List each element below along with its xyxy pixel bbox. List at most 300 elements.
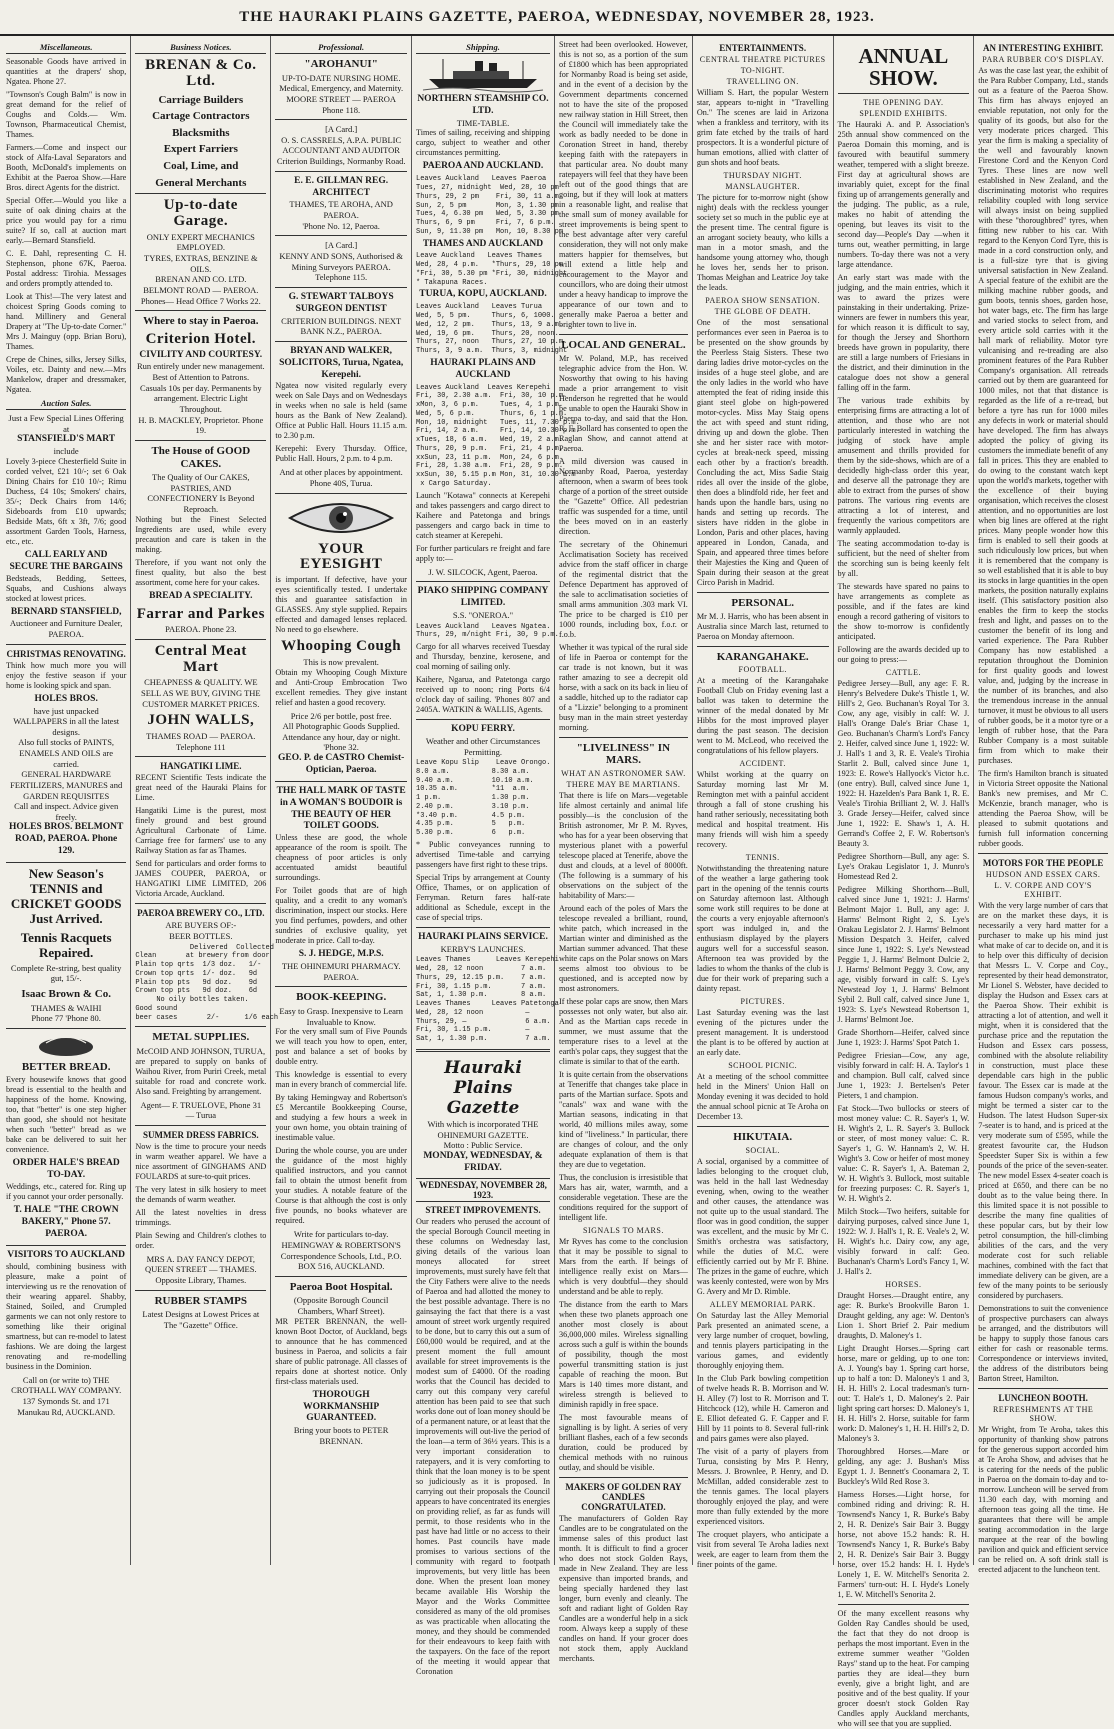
ad-text: Call on (or write to) THE CROTHALL WAY COMPANY. 137 Symonds St. and 171 Manukau Rd, AUCKLAND. [11, 1374, 122, 1417]
ad-text: Times of sailing, receiving and shipping cargo, subject to weather and other circumstances permitting. [416, 128, 550, 158]
ad-text: BREAD A SPECIALITY. [149, 590, 253, 601]
article-text: Whilst working at the quarry on Saturday morning last Mr M. Remington met with a painful accident through a fall of stone crushing his hand rather seriously, necessitating both medical and hospital treatment. His many friends will wish him a speedy recovery. [696, 770, 829, 850]
ad-text: TIME-TABLE. [456, 117, 510, 128]
divider [416, 1049, 550, 1052]
ad-text: Medical, Emergency, and Maternity. [279, 83, 404, 94]
ad-text: Complete Re-string, best quality gut, 15/-. [10, 962, 122, 984]
article-subheading: SPLENDID EXHIBITS. [859, 109, 948, 119]
article-text: Mr Ryves has come to the conclusion that it may be possible to signal to Mars from the earth. If beings of intelligence really exist on Mars—which is very doubtful—they should understand and be able to reply. [559, 1236, 688, 1296]
ad-heading: THE HALL MARK OF TASTE in A WOMAN'S BOUDOIR is THE BEAUTY OF HER TOILET GOODS. [276, 785, 406, 832]
masthead-title: THE HAURAKI PLAINS GAZETTE, PAEROA, WEDNESDAY, NOVEMBER 28, 1923. [239, 8, 875, 25]
column-entertainments [693, 36, 834, 1569]
ad-heading: Tennis Racquets Repaired. [20, 929, 112, 960]
ad-text: HEMINGWAY & ROBERTSON'S Correspondence Schools, Ltd., P.O. BOX 516, AUCKLAND. [280, 1239, 402, 1272]
ad-text: This is now prevalent. [303, 656, 379, 667]
article-text: The croquet players, who anticipate a visit from several Te Aroha ladies next week, are eager to learn from them the finer points of the game. [696, 1529, 829, 1569]
ad-text: have just unpacked WALLPAPERS in all the latest designs. [13, 705, 120, 737]
section-heading: Professional. [275, 42, 407, 54]
ad-heading: New Season's TENNIS and CRICKET GOODS Just Arrived. [10, 866, 122, 926]
ad-heading: Farrar and Parkes [136, 605, 265, 622]
ad-text: Lovely 3-piece Chesterfield Suite in corded velvet, £21 10/-; set 6 Oak Dining Chairs for £10 10/-; Rimu Duchess, £4 10s; Smokers' chairs, 35/-; Deck Chairs from 14/6; Sideboards from £10 upwards; Bedside Mats, 6ft x 3ft, 7/6; good assortment Garden Tools, Harness, etc., etc. [6, 456, 127, 546]
editorial-date: WEDNESDAY, NOVEMBER 28, 1923. [416, 1178, 550, 1202]
timetable-heading: HAURAKI PLAINS AND AUCKLAND [430, 357, 536, 380]
timetable: Leaves Thames Leaves Kerepehi Wed, 28, 12 noon 7 a.m. Thurs, 29, 12.15 p.m. 7 a.m. Fri, 30, 1.15 p.m. 7 a.m. Sat, 1, 1.30 p.m. 8 a.m. Leaves Thames Leaves Patetonga Wed, 28, 12 noon — Thurs, 29, — 6 a.m. Fri, 30, 1.15 p.m. — Sat, 1, 1.30 p.m. 7 a.m. [416, 956, 559, 1044]
ad-text: Also full stocks of PAINTS, ENAMELS AND OILS are carried. [18, 737, 115, 769]
article-heading: ENTERTAINMENTS. [719, 43, 807, 53]
editorial-title: STREET IMPROVEMENTS. [425, 1204, 541, 1215]
ad-text: Now is the time to procure your needs in warm weather apparel. We have a nice assortment of GINGHAMS AND FOULARDS at sure-to-quit prices. [135, 1141, 267, 1181]
ad-text: Ngatea now visited regularly every week on Sale Days and on Wednesdays in weeks when no sale is held (same hours as the Bank of New Zealand). Office at Public Hall. Hours 11.15 a.m. to 2.30 p.m. [275, 381, 407, 441]
article-text: Demonstrations to suit the convenience of prospective purchasers can always be arranged, and the distributors will be happy to supply those fanous cars either for cash or reasonable terms. Correspondence or interviews invited, the address of the distributors being Barton Street, Hamilton. [978, 1304, 1109, 1383]
article-text: Pedigree Shorthorn—Bull, any age: S. Lye's Orakau Legislator 1, J. Munro's Homestead Red 2. [837, 852, 970, 882]
timetable: Leaves Auckland Leaves Paeroa Tues, 27, midnight Wed, 28, 10 pm Thurs, 29, 2 pm Fri, 30, 11 a.m. Sun, 2, 5 pm Mon, 3, 1.30 pm Tues, 4, 6.30 pm Wed, 5, 3.30 pm Thurs, 6, 9 pm Fri, 7, 6 p.m. Sun, 9, 11.30 pm Mon, 10, 8.30 pm [416, 175, 564, 236]
ad-text: The Quality of Our CAKES, PASTRIES, AND CONFECTIONERY Is Beyond Reproach. [147, 472, 255, 515]
ad-text: BEER BOTTLES. [169, 930, 233, 941]
divider [275, 1276, 407, 1277]
ad-text: THAMES, TE AROHA, AND PAEROA. [289, 199, 393, 221]
article-subheading: WHAT AN ASTRONOMER SAW. [561, 768, 686, 778]
ad-text: (Opposite Borough Council Chambers, Wharf Street). [293, 1295, 389, 1317]
article-subheading: THE GLOBE OF DEATH. [714, 307, 811, 316]
ad-text: MOORE STREET — PAEROA Phone 118. [286, 93, 397, 115]
ad-text: BRENAN AND CO. LTD. BELMONT ROAD — PAEROA. [143, 274, 259, 295]
ad-text: H. B. MACKLEY, Proprietor. Phone 19. [138, 414, 264, 436]
bread-loaf-icon [36, 1033, 96, 1057]
ad-text: All Photographic Goods Supplied. Attendance any hour, day or night. 'Phone 32. [282, 721, 401, 753]
divider [838, 93, 970, 94]
ad-text: THE OHINEMURI PHARMACY. PAEROA. [281, 961, 401, 982]
ad-heading: The House of GOOD CAKES. [151, 444, 251, 470]
article-heading: AN INTERESTING EXHIBIT. [983, 43, 1104, 53]
ad-text: Auctioneer and Furniture Dealer, PAEROA. [9, 618, 123, 639]
ad-heading: Whooping Cough [281, 638, 402, 655]
ad-heading: RUBBER STAMPS [154, 1294, 248, 1307]
article-heading: "LIVELINESS" IN MARS. [576, 741, 671, 767]
notice: "Townson's Cough Balm" is now in great demand for the relief of Coughs and Colds.— Wm. Townson, Pharmaceutical Chemist, Thames. [6, 90, 127, 139]
divider [275, 119, 407, 120]
ad-text: Therefore, if you want not only the finest quality, but also the best assortment, come here for your cakes. [135, 557, 267, 587]
article-heading: PERSONAL. [731, 597, 795, 609]
divider [275, 287, 407, 288]
article-text: Around each of the poles of Mars the telescope revealed a brilliant, round, white patch, which increased in the Martian winter and diminished as the Martian summer advanced. That these white caps on the Polar snows on Mars seems almost too obvious to be questioned, and is accepted now by most astronomers. [559, 903, 688, 993]
ad-text: MRS A. DAY FANCY DEPOT, QUEEN STREET — THAMES. Opposite Library, Thames. [145, 1253, 257, 1286]
notice: Crepe de Chines, silks, Jersey Silks, Voiles, etc. Dainty and new.—Mrs Mankelow, draper and dressmaker, Ngatea. [6, 355, 127, 394]
column-professional [271, 36, 412, 1565]
article-subheading: THE OPENING DAY. [863, 98, 944, 108]
ad-text: The very latest in silk hosiery to meet the demands of warm weather. [135, 1184, 267, 1204]
column-shipping [412, 36, 580, 1676]
article-text: A mild diversion was caused in Normanby Road, Paeroa, yesterday afternoon, when a swarm of bees took charge of a portion of the street outside the "Gazette" Office. All pedestrian traffic was suspended for a time, until the bees moved on in an easterly direction. [559, 456, 688, 536]
article-subheading: REFRESHMENTS AT THE SHOW. [992, 1405, 1094, 1423]
timetable: Leave Auckland Leaves Thames Wed, 28, 4 p.m. *Thurs, 29, 10 pm *Fri, 30, 5.30 pm *Fri, 30, midnight * Takapuna Races. [416, 252, 568, 287]
ad-heading: Where to stay in Paeroa. [143, 315, 259, 328]
ad-text: Latest Designs at Lowest Prices at The "Gazette" Office. [142, 1309, 260, 1330]
column-miscellaneous [2, 36, 131, 1565]
steamship-icon [423, 57, 543, 91]
divider [978, 853, 1108, 854]
article-heading: MAKERS OF GOLDEN RAY CANDLES CONGRATULATED. [565, 1481, 682, 1512]
ad-text: All the latest novelties in dress trimmings. [135, 1207, 267, 1227]
divider [6, 1028, 126, 1029]
ad-heading: JOHN WALLS, [147, 712, 255, 729]
divider [135, 639, 266, 640]
article-subheading: MANSLAUGHTER. [725, 182, 801, 191]
ad-text: Cargo for all wharves received Tuesday and Thursday, benzine, kerosene, and coal morning of sailing only. [416, 642, 550, 671]
gazette-nameplate: Hauraki Plains Gazette [444, 1057, 522, 1118]
divider [275, 341, 407, 342]
article-text: The Hauraki A. and P. Association's 25th annual show commenced on the Paeroa Domain this morning, and is favoured with beautiful summery weather, tempered with a slight breeze. First day at agricultural shows are invariably quiet, except for the final fixing up of arrangements generally and the judging. The public, as a rule, makes no habit of attending the opening, but leaves its visit to the second day—People's Day —when it turns out, weather permitting, in large numbers. To-day there was not a very large attendance. [837, 120, 970, 270]
divider [275, 781, 407, 782]
ad-heading: Central Meat Mart [154, 642, 247, 675]
article-subheading: TRAVELLING ON. [726, 77, 799, 86]
ad-text: ARE BUYERS OF:- [165, 920, 237, 931]
section-heading: Business Notices. [135, 42, 266, 54]
timetable-heading: TURUA, KOPU, AUCKLAND. [419, 289, 547, 300]
divider [978, 1388, 1108, 1389]
ad-text: O. S. CASSRELS, A.P.A. PUBLIC ACCOUNTANT AND AUDITOR [281, 134, 402, 156]
article-text: In the Club Park bowling competition of twelve heads R. B. Morrison and W. H. Alley (7) lost to R. Morrison and T. Hitchcock (12), while H. Cameron and E. Elliot defeated G. F. Capper and F. Hill by 11 points to 8. Several full-rink and pairs games were also played. [696, 1373, 829, 1443]
ad-text: Special Trips by arrangement at County Office, Thames, or on application of Ferryman. Return fares half-rate additional as Schedule, except in the case of special trips. [416, 872, 550, 922]
ad-heading: CALL EARLY AND SECURE THE BARGAINS [9, 549, 123, 572]
ad-heading: HAURAKI PLAINS SERVICE. [418, 931, 548, 942]
ad-text: CIVILITY AND COURTESY. [139, 349, 263, 360]
ad-heading: HOLES BROS. BELMONT ROAD, PAEROA. Phone 129. [9, 822, 124, 857]
article-text: Grade Shorthorn—Heifer, calved since June 1, 1923: J. Harms' Spot Patch 1. [837, 1028, 970, 1048]
divider [135, 193, 266, 194]
timetable: Leaves Auckland Leaves Ngatea. Thurs, 29, m/night Fri, 30, 9 p.m. [416, 622, 559, 640]
ad-heading: ORDER HALE'S BREAD TO-DAY. [12, 1158, 120, 1181]
ad-heading: STANSFIELD'S MART [17, 434, 116, 445]
ad-text: CRITERION BUILDINGS. NEXT BANK N.Z., PAEROA. [281, 315, 402, 337]
ad-text: Unless these are good, the whole appearance of the room is spoilt. The cheapness of poor articles is only accentuated amidst beautiful surroundings. [275, 833, 407, 883]
ad-text: Run entirely under new management. [136, 361, 265, 372]
divider [6, 644, 126, 645]
divider [697, 592, 829, 593]
ad-text: And at other places by appointment. Phone 40S, Turua. [279, 467, 403, 489]
ad-heading: PAEROA BREWERY CO., LTD. [137, 908, 265, 919]
ad-heading: E. E. GILLMAN REG. ARCHITECT [294, 175, 389, 198]
timetable-heading: PAEROA AND AUCKLAND. [422, 161, 544, 172]
article-text: Of the many excellent reasons why Golden Ray Candles should be used, the fact that they do not droop is perhaps the most important. Even in the extreme summer weather "Golden Rays" stand up to the heat. For camping parties they are ideal—they burn evenly, give a bright light, and are positive and of the best quality. If your grocer doesn't stock Golden Ray Candles apply Auckland merchants, who will see that you are supplied. [837, 1609, 970, 1729]
ad-heading: BRENAN & Co. Ltd. [145, 57, 257, 89]
article-heading: MOTORS FOR THE PEOPLE [982, 858, 1104, 868]
ad-text: CHEAPNESS & QUALITY. WE SELL AS WE BUY, GIVING THE CUSTOMER MARKET PRICES. [140, 677, 261, 709]
article-subheading: SCHOOL PICNIC. [728, 1061, 798, 1071]
ad-heading: YOUR EYESIGHT [299, 540, 383, 573]
column-exhibits [974, 36, 1112, 1574]
ad-text: [A Card.] [325, 124, 358, 135]
ad-heading: NORTHERN STEAMSHIP CO. LTD. [417, 94, 549, 116]
ad-text: is important. If defective, have your eyes scientifically tested. I undertake this and guarantee satisfaction in GLASSES. Any style supplied. Repairs effected and damaged lenses replaced. No need to go elsewhere. [275, 575, 407, 635]
ad-line: General Merchants [155, 176, 247, 189]
ad-text: include [53, 446, 79, 457]
ad-heading: "AROHANUI" [304, 58, 378, 70]
article-heading: ANNUAL SHOW. [858, 44, 949, 91]
ad-heading: GEO. P. de CASTRO Chemist-Optician, Paeroa. [277, 753, 405, 775]
divider [416, 927, 550, 928]
ad-text: Bring your boots to PETER BRENNAN. [293, 1425, 389, 1446]
notice: Seasonable Goods have arrived in quantities at the drapers' shop, Ngatea. Phone 27. [6, 57, 127, 86]
divider [416, 719, 550, 720]
timetable: Leave Kopu Slip Leave Orongo. 8.0 a.m. 8.30 a.m. 9.40 a.m. 10.10 a.m. 10.35 a.m. *11 a.m. 1 p.m. 1.30 p.m. 2.40 p.m. 3.10 p.m. *3.40 p.m. 4.5 p.m. 4.35 p.m. 5 p.m. 5.30 p.m. 6 p.m. [416, 759, 551, 838]
article-text: Whether it was typical of the rural side of life in Paeroa or contempt for the car trade is not known, but it was rather amazing to see a decrepit old horse, with a sack on its back in lieu of a saddle, hitched up to the radiator cap of a "Lizzie" belonging to a prominent busy man in the main street yesterday morning. [559, 642, 688, 732]
divider [135, 756, 266, 757]
notice: Farmers.—Come and inspect our stock of Alfa-Laval Separators and Booth, McDonald's implements on Exhibit at the Paeroa Show.—Hare Bros. direct Agents for the district. [6, 143, 127, 192]
ad-text: Every housewife knows that good bread is essential to the health and happiness of the home. Knowing, too, that "better" is one step higher than good, she should not hesitate when such "better" bread as we bake can be delivered to suit her convenience. [6, 1075, 127, 1155]
article-text: The secretary of the Ohinemuri Acclimatisation Society has received advice from the staff officer in charge of the regimental district that the Defence Department has approved of the sale to acclimatisation societies of small arms ammunition .303 mark VI. The price to be charged is £10 per 1000 rounds, including box, f.o.r. or f.o.b. [559, 539, 688, 639]
ad-text: RECENT Scientific Tests indicate the great need of the Hauraki Plains for Lime. [135, 773, 267, 803]
ad-line: Expert Farriers [163, 143, 238, 156]
article-text: The seating accommodation to-day is sufficient, but the need of shelter from the scorching sun is being keenly felt by all. [837, 539, 970, 579]
notice: Special Offer.—Would you like a suite of oak dining chairs at the price you would pay for a rimu suite? If so, call at auction mart early.—Bernard Stansfield. [6, 196, 127, 245]
article-subheading: PICTURES. [740, 997, 785, 1007]
ad-text: Phones— Head Office 7 Works 22. [140, 295, 261, 306]
article-subheading: HORSES. [885, 1280, 922, 1290]
notice: Look at This!—The very latest and choicest Spring Goods coming to hand. Millinery and General Drapery at "The Up-to-date Corner." Mrs J. Mainguy (opp. Brian Boru), Thames. [6, 292, 127, 351]
ad-text: McCOID AND JOHNSON, TURUA, [136, 1045, 266, 1056]
ad-heading: Up-to-date Garage. [163, 197, 238, 230]
article-text: The firm's Hamilton branch is situated in Victoria Street opposite the National Bank's new premises, and Mr C. McKenzie, branch manager, who is attending the Paeroa Show, will be pleased to submit quotations and furnish full information concerning rubber goods. [978, 769, 1109, 848]
ad-text: MR PETER BRENNAN, the well-known Boot Doctor, of Auckland, begs to announce that he has commenced business in Paeroa, and solicits a fair share of public patronage. All classes of repairs done at shortest notice. Only first-class materials used. [275, 1316, 407, 1386]
ad-text: KERBY'S LAUNCHES. [440, 943, 526, 954]
gazette-motto: Motto : Public Service. [443, 1140, 523, 1151]
ad-text: Obtain my Whooping Cough Mixture and Anti-Croup Embrocation Two excellent remedies. They give instant relief and hasten a good recovery. [275, 667, 407, 707]
article-subheading: L. V. CORPE AND COY'S EXHIBIT. [994, 881, 1092, 899]
ad-heading: Isaac Brown & Co. [21, 987, 111, 1000]
article-text: Following are the awards decided up to our going to press:— [837, 645, 970, 665]
masthead [0, 0, 1114, 36]
article-heading: KARANGAHAKE. [716, 650, 809, 663]
article-subheading: CENTRAL THEATRE PICTURES [699, 55, 826, 64]
divider [135, 1026, 266, 1027]
ad-text: THAMES ROAD — PAEROA. Telephone 111 [146, 731, 256, 752]
article-text: An early start was made with the judging, and the main entries, which it was to award the prizes were painstaking in their undertaking. Prize-winners are fewer in numbers this year, for which reason it is difficult to say, for though the Jersey and Shorthorn breeds have grown in popularity, there are still a large numbers of Friesians in the district, and their diminution in the catalogue does not show a general falling off in the farm. [837, 273, 970, 393]
ad-text: For Toilet goods that are of high quality, and a credit to any woman's discrimination, inspect our stocks. Here you find perfumes, powders, and other sundries of exclusive quality, yet moderate in price. Call to-day. [275, 886, 407, 946]
ad-text: Just a Few Special Lines Offering at [8, 413, 124, 434]
article-subheading: PAEROA SHOW SENSATION. [705, 296, 821, 305]
article-text: Draught Horses.—Draught entire, any age: R. Burke's Brookville Baron 1. Draught gelding, any age: W. Denton's Lion 1. Short Brief 2. Pair medium draughts, D. Maloney's 1. [837, 1291, 970, 1341]
ad-heading: METAL SUPPLIES. [152, 1031, 250, 1044]
article-subheading: PARA RUBBER CO'S DISPLAY. [982, 55, 1104, 64]
ad-heading: HANGATIKI LIME. [160, 761, 242, 772]
ad-text: Criterion Buildings, Normanby Road. [276, 156, 406, 167]
divider [559, 334, 688, 335]
column-grid [2, 36, 1112, 1729]
ad-text: Casuals 10s per day. Permanents by arrangement. Electric Light Throughout. [139, 382, 262, 414]
timetable-heading: THAMES AND AUCKLAND [422, 238, 544, 249]
ad-text: Kerepehi: Every Thursday. Office, Public Hall. Hours, 2 p.m. to 4 p.m. [275, 444, 407, 464]
article-text: The visit of a party of players from Turua, consisting by Mrs P. Henry, Messrs. J. Brownlee, P. Henry, and D. McMillan, added considerable zest to the tennis games. The local players thoroughly enjoyed the play, and were more than fully extended by the more experienced visitors. [696, 1446, 829, 1526]
ad-text: * Public conveyances running to advertised Time-table and carrying passengers have first right to these trips. [416, 839, 550, 869]
divider [135, 440, 266, 441]
ad-heading: KOPU FERRY. [451, 724, 515, 734]
article-text: It is quite certain from the observations at Teneriffe that changes take place in parts of the Martian surface. Spots and "canals" wax and wane with the Martian seasons, indicating in that world, 40 millions miles away, some kind of "liveliness." In particular, there are changes of colour, and the only adequate explanation of them is that they are due to vegetation. [559, 1069, 688, 1169]
ad-line: Coal, Lime, and [163, 160, 239, 173]
article-text: Mr M. J. Harris, who has been absent in Australia since March last, returned to Paeroa on Monday afternoon. [696, 611, 829, 641]
ad-text: 'Phone No. 12, Paeroa. [302, 220, 380, 231]
ad-line: Carriage Builders [158, 93, 244, 106]
article-text: Milch Stock—Two heifers, suitable for dairying purposes, calved since June 1, 1922: W. J. Hall's 1, R. E. Veale's 2, W. H. Wight's h.c. Dairy cow, any age, visibly forward in calf: Geo. Buchanan's Charm's Lord's Fancy 1, W. J. Hall's 2. [837, 1207, 970, 1277]
ad-text: Weather and other Circumstances Permitting. [425, 735, 541, 757]
ad-text: By taking Hemingway and Robertson's £5 Mercantile Bookkeeping Course, and studying a few hours a week in your own home, you obtain training of inestimable value. [275, 1093, 407, 1143]
article-text: With the very large number of cars that are on the market these days, it is necessarily a very hard matter for a purchaser to make up his mind just what make of car to decide on, and it is to help over this difficulty of decision that Messrs L. V. Corpe and Coy., represented by their head demonstrator, Mr Lionel S. Webster, have decided to display the Hudson and Essex cars at the Paeroa Show. Their exhibit is attracting a lot of attention, and well it might, when it is considered that the purchase price and the reputation the Hudson and Essex cars possess, combined with the absolute reliability in construction, must place these dependable cars high in the public favour. The Essex car is made at the famous Hudson company's works, and might be termed a sister car to the Hudson. The latest Hudson Super-six 7-seater is to hand, and is priced at the very moderate sum of £595, while the greatest favourite car, the Hudson Speedster Super Six is within a few pounds of the price of the seven-seater. The new model Essex 4-seater coach is priced at £650, and there can be no doubt as to the value being there. In this limited space it is not possible to describe the many fine qualities of these popular cars, but by their low petrol consumption, the hill-climbing abilities of the cars, and the very moderate cost for such reliable machines, combined with the fact that immediate delivery can be given, are a few of the many points to be seriously considered by purchasers. [978, 901, 1109, 1300]
editorial-text: Our readers who perused the account of the special Borough Council meeting in these columns on Wednesday last, giving details of the various loan moneys allocated for street improvements, must surely have felt that the City Fathers were alive to the needs of Paeroa and had allotted the money to the best possible advantage. There is no gainsaying the fact that there is a vast amount of street work urgently required to be done, but to carry this out a sum of £60,000 would be required, and at the present moment the full amount available for street improvements is the modest sum of £4000. Of the roading works that the Council has decided to carry out this company very careful attention has been paid to see that such works done out of loan money should be of a permanent nature, or at least that the improvements will out-live the period of the loan—a term of 36½ years. This is a very important consideration to ratepayers, and it is very comforting to think that the loan money is to be spent so judiciously as it is proposed. In carrying out their proposals the Council appears to have concentrated its energies on providing relief, as far as funds will permit, to those residents who in the past have had little or no access to their homes. Past councils have made promises to various sections of the community with regard to footpath improvements, but very little has been done. When the present loan money became available His Worship the Mayor and the Works Committee considered as many of the old promises as was practicable when allocating the money, and they should be commended for their endeavours to keep faith with the taxpayers. On the face of the report of the meeting it would appear that Coronation [416, 1216, 550, 1676]
divider [135, 1125, 266, 1126]
article-text: The distance from the earth to Mars when these two planets approach one another most closely is about 36,000,000 miles. Wireless signalling across such a gulf is within the bounds of possibility, though the most powerful transmitting station is just capable of reaching the moon. But Mars is 140 times more distant, and wireless strength is believed to diminish rapidly in free space. [559, 1299, 688, 1409]
divider [6, 1245, 126, 1246]
ad-text: UP-TO-DATE NURSING HOME. [281, 72, 401, 83]
article-subheading: FOOTBALL. [738, 665, 787, 675]
article-subheading: ALLEY MEMORIAL PARK. [709, 1299, 816, 1309]
section-heading: Miscellaneous. [6, 42, 126, 54]
ad-text: For further particulars re freight and fare apply to:— [416, 543, 550, 563]
ad-text: KENNY AND SONS, Authorised & Mining Surveyors PAEROA. Telephone 115. [279, 250, 403, 283]
ad-text: Kaihere, Ngarua, and Patetonga cargo received up to noon; ring Ports 6/4 o'clock day of sailing. 'Phones 807 and 2405A. WATKIN & WALLIS, Agents. [416, 675, 550, 714]
ad-text: Write for particulars to-day. [293, 1229, 389, 1240]
article-subheading: THERE MAY BE MARTIANS. [566, 779, 681, 789]
divider [135, 310, 266, 311]
ad-text: Call and inspect. Advice given freely. [14, 801, 119, 822]
section-heading: Shipping. [416, 42, 550, 54]
article-subheading: SIGNALS TO MARS. [583, 1225, 664, 1235]
divider [697, 646, 829, 647]
divider [135, 1290, 266, 1291]
article-text: If these polar caps are snow, then Mars possesses not only water, but also air. And as the Martian caps recede in summer, we must assume that the temperature rises to a level at the earth's polar caps, they suggest that the climate is similar to that of the earth. [559, 996, 688, 1066]
article-text: Last Saturday evening was the last evening of the pictures under the present management. It is understood the plant is to be offered by auction at an early date. [696, 1008, 829, 1058]
article-text: The stewards have spared no pains to have arrangements as complete as possible, and if the fates are kind enough a record gathering of visitors to the show to-morrow is confidently anticipated. [837, 582, 970, 642]
ad-heading: BERNARD STANSFIELD, [10, 606, 122, 617]
ad-heading: PIAKO SHIPPING COMPANY LIMITED. [417, 586, 549, 608]
ad-heading: BETTER BREAD. [21, 1060, 111, 1073]
divider [135, 903, 266, 904]
article-text: Pedigree Milking Shorthorn—Bull, calved since June 1, 1921: J. Harms' Belmont Major 1. Bull, any age: J. Harms' Belmont Right 2, S. Lye's Orakau Legislator 2. J. Harms' Belmont Mission Despatch 3. Heifer, calved since June 1, 1922: S. Lye's Newstead Peggie 1, J. Harms' Belmont Dulcie 2, J. Harms' Belmont Peggy 3. Cow, any age, visibly forward in calf: S. Lye's Newstead Joy 1, J. Harms' Belmont Sybil 2. Bull calf, calved since June 1, 1923: S. Lye's Newstead Robertson 1, J. Harms' Belmont Joe. [837, 885, 970, 1025]
timetable: Leaves Auckland Leaves Turua Wed, 5, 5 pm. Thurs, 6, 1000. Wed, 12, 2 pm. Thurs, 13, 9 a.m. Wed, 19, 6 pm. Thurs, 20, noon. Thurs, 27, noon Thurs, 27, 10 p.m. Thurs, 3, 9 a.m. Thurs, 3, midnight [416, 303, 568, 355]
divider [697, 1126, 829, 1127]
column-business-notices [131, 36, 279, 1565]
ad-text: For the very small sum of Five Pounds we will teach you how to open, enter, post and balance a set of books by double entry. [275, 1027, 407, 1067]
article-subheading: ACCIDENT. [739, 759, 786, 769]
ad-text: Agent— F. TRUELOVE, Phone 31 — Turua [140, 1099, 262, 1121]
article-text: Light Draught Horses.—Spring cart horse, mare or gelding, up to one ton: A. J. Young's bay 1. Spring cart horse, up to half a ton: D. Maloney's 1 and 3, H. H. Hill's 2. Local tradesman's turn-out: T. Hale's 1, D. Maloney's 2. Pair light spring cart horses: D. Maloney's 1, H. H. Hill's 2. Horse, suitable for farm work: D. Maloney's 1, H. H. Hill's 2, D. Maloney's 3. [837, 1344, 970, 1444]
article-text: That there is life on Mars—vegetable life almost certainly and animal life possibly—is the conclusion of the British astronomer, Mr P. M. Ryves, who has for a year been observing that mysterious planet with a powerful telescope placed at Tenerife, above the dust and clouds, at a level of 8000ft. (The following is a summary of his observations on the subject of the habitability of Mars:— [559, 790, 688, 900]
article-text: Thoroughbred Horses.—Mare or gelding, any age: J. Bushan's Miss Egypt 1. J. Bennett's Coonamara 2, T. Buckley's Wild Red Rose 3. [837, 1447, 970, 1487]
article-subheading: THURSDAY NIGHT. [723, 171, 802, 180]
article-text: The picture for to-morrow night (show night) deals with the reckless younger society set so much in the public eye at the present time. The central figure is an arrogant society beauty, who kills a man in a motor smash, and the handsome young attorney who, though he loves her, sends her to prison. Thomas Meighan and Leatrice Joy take the leads. [696, 193, 829, 292]
column-local-news [555, 36, 693, 1663]
divider [838, 1604, 970, 1605]
ad-text: Send for particulars and order forms to JAMES COUPER, PAEROA, or HANGATIKI LIME LIMITED, 206 Victoria Arcade, Auckland. [135, 859, 267, 899]
article-text: At a meeting of the Karangahake Football Club on Friday evening last a ballot was taken to determine the winner of the medal donated by Mr Hibbs for the most improved player during the past season. The decision went to M. McLeod, who received the congratulations of his fellow players. [696, 676, 829, 756]
article-text: Harness Horses.—Light horse, for combined riding and driving: R. H. Townsend's Nancy 1, R. Burke's Baby 2, H. R. Denize's Sair Bair 3. Buggy horse, not above 15.2 hands: R. H. Townsend's Nancy 1, R. Burke's Baby 2, H. R. Denize's Sair Bair 3. Buggy horse, over 15.2 hands: H. I. Hyde's Lonely 1, E. W. Mitchell's Senorita 2. Farmers' turn-out: H. I. Hyde's Lonely 1, E. W. Mitchell's Senorita 2. [837, 1490, 970, 1600]
ad-text: [A Card.] [325, 240, 358, 251]
article-heading: LOCAL AND GENERAL. [561, 339, 686, 351]
divider [275, 986, 407, 987]
ad-text: During the whole course, you are under the guidance of the most highly qualified instructors, and you cannot fail to obtain the utmost benefit from your studies. A notable feature of the Course is that although the cost is only five pounds, no books whatever are required. [275, 1146, 407, 1226]
ad-text: Price 2/6 per bottle, post free. [290, 710, 392, 721]
ad-text: PAEROA. Phone 23. [165, 624, 237, 635]
ad-heading: S. J. HEDGE, M.P.S. [298, 949, 384, 960]
article-text: Thus, the conclusion is irresistible that Mars has air, water, warmth, and a considerable vegetation. These are the conditions required for the support of intelligent life. [559, 1172, 688, 1222]
article-text: William S. Hart, the popular Western star, appears to-night in "Travelling On." The scenes are laid in Arizona when a frankless and territory, with its grim fate etched by the trails of hard prospectors. It is a wonderful picture of human emotions, allied with clatter of gun shots and hoof beats. [696, 88, 829, 167]
ad-text: should, combining business with pleasure, make a point of interviewing us re the renovation of their wearing apparel. Shabby, Stained, Soiled, and Crumpled garments we can not only restore to something like their original smartness, but can re-model to latest fashions. We are doing the largest renovating and re-modelling business in the Dominion. [6, 1261, 127, 1371]
divider [559, 737, 688, 738]
ad-text: Weddings, etc., catered for. Ring up if you cannot your order personally. [6, 1182, 127, 1202]
divider [6, 862, 126, 863]
section-heading: Auction Sales. [6, 398, 126, 410]
article-text: The most favourable means of signalling is by light. A series of very brilliant flashes, each of a few seconds duration, could be produced by chemical methods with no ruinous outlay, and should be visible. [559, 1412, 688, 1472]
divider [559, 1477, 688, 1478]
article-text: Fat Stock—Two bullocks or steers of most money value: C. R. Sayer's 1, W. H. Wight's 2, L. R. Sayer's 3. Bullock or steer, of most money value: C. R. Sayer's 1, G. W. Hannam's 2, W. H. Wight's 3. Cow or heifer of most money value: C. R. Sayer's 1, A. Bateman 2, W. H. Wight's 3. Bullock, most suitable for freezing purposes: C. R. Sayer's 1, W. H. Wight's 2. [837, 1104, 970, 1204]
divider [275, 171, 407, 172]
ad-heading: VISITORS TO AUCKLAND [7, 1249, 126, 1260]
article-text: Pedigree Jersey—Bull, any age: F. R. Henry's Belvedere Duke's Thistle 1, W. Hill's 2, Geo. Buchanan's Royal Tor 3. Cow, any age, visibly in calf: W. J. Hall's Orange Dale's Briar Chase 1, Geo. Buchanan's Charm's Lord's Fancy 2. Heifer, calved since June 1, 1922: W. J. Hall's 1 and 3, R. E. Veale's Tirohia Starlit 2. Bull, calved since June 1, 1923: E. Rowe's Hallyock's Victor h.c. (one entry). Bull, calved since June 1, 1922: H. Hazelden's Para Bank 1, R. E. Veale's Tirohia Brilliant 2, W. J. Hall's 3. Grade Jersey—Heifer, calved since June 1, 1922: E. Shaw's 1, A. H. Gerrand's Coffee 2, F. W. Robertson's Beauty 3. [837, 679, 970, 849]
notice: C. E. Dahl, representing C. H. Stephenson, phone 67K, Paeroa. Postal address: Tirohia. Messages and orders promptly attended to. [6, 249, 127, 288]
ad-heading: Paeroa Boot Hospital. [289, 1280, 393, 1293]
article-text: Street had been overlooked. However, this is not so, as a portion of the sum of £1800 which has been appropriated for Normanby Road is being set aside, and in the event of a decision by the Government departments concerned not to have the site of the proposed new railway station in Hill Street, then the Council will immediately take the work as badly needed to be done in Coronation Street in hand, thereby keeping faith with the ratepayers in that particular area. No doubt many ratepayers will feel that they have been left out of the good things that are going, but if they will look at matters in a reasonable light, and realise that the small sum of money available for street improvements is being spent to the best advantage after very careful consideration, they will not only make matters happier for themselves, but will extend a little help and encouragement to the Mayor and councillors, who are doing their utmost under a heavy handicap to improve the appearance of our town and to generally make Paeroa a better and brighter town to live in. [559, 40, 688, 329]
ad-text: THAMES & WAIHI [30, 1002, 102, 1013]
divider [416, 581, 550, 582]
article-text: Mr Wright, from Te Aroha, takes this opportunity of thanking show patrons for the generous support accorded him at Te Aroha Show, and advises that he is catering for the needs of the public in Paeroa on the domain to-day and to-morrow. Luncheon will be served from 11.30 each day, with morning and afternoon teas going all the time. He guarantees that there will be ample seating accommodation in the large marquee at the rear of the bowling pavilion and quick and efficient service can be relied on. A soft drink stall is erected adjacent to the luncheon tent. [978, 1425, 1109, 1574]
timetable: Leaves Auckland Leaves Kerepehi Fri, 30, 2.30 a.m. Fri, 30, 10 p.m. xMon, 3, 6 p.m. Tues, 4, 1 p.m. Wed, 5, 6 p.m. Thurs, 6, 1 p.m. Mon, 10, midnight Tues, 11, 7.30 p.m. Fri, 14, 2 a.m. Fri, 14, 10.30 p.m. xTues, 18, 6 a.m. Wed, 19, 2 a.m. Thurs, 20, 9 p.m. Fri, 21, 4 p.m. xxSun, 23, 11 p.m. Mon, 24, 6 p.m. Fri, 28, 1.30 a.m. Fri, 28, 9 p.m. xxSun, 30, 5.15 p.m Mon, 31, 10.30 a.m x Cargo Saturday. [416, 383, 580, 488]
column-annual-show [834, 36, 975, 1729]
article-subheading: CATTLE. [885, 668, 922, 678]
ad-heading: HOLES BROS. [34, 693, 98, 704]
divider [275, 235, 407, 236]
article-heading: LUNCHEON BOOTH. [998, 1393, 1088, 1403]
divider [275, 493, 407, 494]
ad-text: GENERAL HARDWARE FERTILIZERS, MANURES and GARDEN REQUISITES [10, 769, 123, 801]
article-text: Pedigree Friesian—Cow, any age, visibly forward in calf: H. A. Taylor's 1 and champion. Bull calf, calved since June 1, 1923: J. Bertelsen's Peter Pieters, 1 and champion. [837, 1051, 970, 1101]
ad-text: Bedsteads, Bedding, Settees, Squabs, and Cushions always stocked at lowest prices. [6, 573, 127, 603]
gazette-days: MONDAY, WEDNESDAY, & FRIDAY. [423, 1150, 543, 1173]
ad-heading: G. STEWART TALBOYS SURGEON DENTIST [288, 291, 394, 314]
ad-heading: CHRISTMAS RENOVATING. [6, 648, 126, 659]
ad-heading: Criterion Hotel. [145, 330, 257, 347]
ad-text: are prepared to supply on banks of Waihou River, from Puriri Creek, metal suitable for road and concrete work. Also sand. Freighting by arrangement. [135, 1056, 267, 1096]
ad-heading: BRYAN AND WALKER, SOLICITORS, Turua, Ngatea, Kerepehi. [279, 345, 404, 380]
ad-text: S.S. "ONEROA." [452, 609, 514, 620]
article-text: The manufacturers of Golden Ray Candles are to be congratulated on the immense sales of this product last month. It is difficult to find a grocer who does not stock Golden Rays, made in New Zealand. They are less expensive than imported brands, and being specially hardened they last longer, burn evenly and cleanly. The soft and radiant light of Golden Ray Candles are a wonderful help in a sick room. Always keep a supply of these candles on hand. If your grocer does not stock them, apply Auckland merchants. [559, 1513, 688, 1663]
ad-text: This knowledge is essential to every man in every branch of commercial life. [275, 1070, 407, 1090]
ad-text: Phone 77 'Phone 80. [31, 1013, 101, 1024]
ad-text: Hangatiki Lime is the purest, most finely ground and best ground Agricultural Carbonate of Lime. Carriage free for farmers' use to any Railway Station as far as Thames. [135, 806, 267, 856]
ad-text: Best of Attention to Patrons. [152, 372, 250, 383]
article-text: The various trade exhibits by enterprising firms are attracting a lot of attention, and those who are not particularly interested in watching the judging of stock have ample amusement and thrills provided for them by the side-shows, which are of a decidedly high-class order this year, and deserve all the patronage they are able to extract from the purses of show patrons. The various ring events are attracting a lot of interest, and frequently the various competitors are warmly applauded. [837, 396, 970, 536]
ad-heading: BOOK-KEEPING. [296, 991, 387, 1004]
article-text: On Saturday last the Alley Memorial Park presented an animated scene, a very large number of croquet, bowling, and tennis players participating in the various games, and evidently thoroughly enjoying them. [696, 1310, 829, 1370]
ad-line: Blacksmiths [172, 126, 230, 139]
ad-text: Launch "Kotawa" connects at Kerepehi and takes passengers and cargo direct to Kaihere and Patetonga and brings passengers and cargo back in time to catch steamer at Kerepehi. [416, 490, 550, 540]
article-text: A social, organised by a committee of ladies belonging to the croquet club, was held in the hall last Wednesday evening, when, owing to the weather and other causes, the attendance was not quite up to the usual standard. The floor was in good condition, the supper was excellent, and the music by Mr C. Smith's orchestra was satisfactory, while the duties of M.C. were efficiently carried out by Mr F. Bhine. The prizes in the game of euchre, which was keenly contested, were won by Mrs G. Avery and Mr D. Rimble. [696, 1156, 829, 1296]
article-text: Notwithstanding the threatening nature of the weather a large gathering took part in the opening of the tennis courts on Saturday afternoon last. Although some work still requires to be done at the courts a very enjoyable afternoon's sport was indulged in, and the enthusiasm displayed by the players augurs well for a successful season. Afternoon tea was provided by the ladies to whom the thanks of the club is due for their work of preparing such a dainty repast. [696, 864, 829, 994]
article-text: As was the case last year, the exhibit of the Para Rubber Company, Ltd., stands out as a feature of the Paeroa Show. This firm has always enjoyed an enviable reputation, not only for the quality of its goods, but also for the very moderate prices charged. This year the firm is making a speciality of the well and favourably known Firestone Cord and the Kenyon Cord Tyres. These lines are now well established in New Zealand, and the discriminating motorist who requires reliability coupled with long service will always insist on being supplied with these "thoroughbred" tyres, when fitting new rubber to his car. With regard to the Kenyon Cord Tyre, this is made in a cord construction only, and is a full-size tyre that is giving universal satisfaction in New Zealand. A special feature of the exhibit are the milking machine rubber goods, and gum boots, tennis shoes, garden hose, hot water bags, etc. The firm has large and varied stocks to select from, and every article sold carries with it the hall mark of reliability. Motor tyre vulcanising and re-treading are also prominent features of the Para Rubber Company's organisation. All retreads carried out by them are guaranteed for 1000 miles, not that that distance is regarded as the life of a re-tread, but before a tyre has run for 1000 miles any defects in work or material should have developed. The firm has always adopted the policy of giving its customers the immediate benefit of any fall in prices. This they are enabled to do owing to the constant watch kept upon the world's markets, together with the excellence of their buying organisation, which receives the closest attention, and no opportunities are lost when big lines are offered at the right prices. Many people wonder how this firm is enabled to sell their goods at such ridiculously low prices, but when it is remembered that the company is so well established that it is able to buy its stocks in large quantities in the open markets, the position naturally explains itself. (This satisfactory position also enables the firm to keep the stocks fresh and light, and passes on to the customer the benefit of its long and varied experience. The Para Rubber Company has now established a reputation throughout the Dominion for first quality goods and lowest value, and, judging by the increase in the number of its branches, and also the tremendous increase in the annual turnover, it must be obvious to all users of rubber goods, be it a motor tyre or a length of rubber hose, that the Para Rubber Company is a most suitable firm from which to make their purchases. [978, 66, 1109, 765]
eye-icon [286, 498, 396, 538]
ad-text: Plain Sewing and Children's clothes to order. [135, 1230, 267, 1250]
article-subheading: HUDSON AND ESSEX CARS. [985, 870, 1101, 879]
article-text: One of the most sensational performances ever seen in Paeroa is to be presented on the show grounds by the Peerless Staig Sisters. These two daring ladies drive motor-cycles on the insides of a huge steel globe, and are the only ladies in the world who have attempted the feat of riding inside this giant steel globe on high-powered motor-cycles. Miss May Staig opens the act with speed and stunt riding, driving up and down the globe. Then she and her sister race with motor-cycles at break-neck speed, missing each other by a fraction's breadth. Concluding the act, Miss Sadie Staig rides all over the inside of the globe, then does a blindfold ride, her feet and hands upon the handle bars, using no hands and setting up records. The sisters have ridden in the globe in London, Paris and other places, having appeared in London, Canada, and Spain, and appeared three times before their Majesties the King and Queen of Spain during their season at the great Circo Parish in Madrid. [696, 318, 829, 587]
ad-text: ONLY EXPERT MECHANICS EMPLOYED. [146, 231, 255, 253]
ad-text: Nothing but the Finest Selected Ingredients are used, while every precaution and care is taken in the making. [135, 514, 267, 554]
ad-text: J. W. SILCOCK, Agent, Paeroa. [428, 566, 538, 577]
price-table: Delivered Collected Clean at brewery from door Plain top qrts 1/3 doz. 1/- Crown top qrts 1/- doz. 9d Plain top pts 9d doz. 9d Crown top pts 9d doz. 6d No oily bottles taken. Good sound beer cases 2/- 1/6 each [135, 943, 279, 1022]
article-subheading: TENNIS. [745, 853, 780, 863]
article-text: Mr W. Poland, M.P., has received telegraphic advice from the Hon. W. Nosworthy that owing to his having made a prior arrangement to visit Henderson he regretted that he would be unable to open the Hauraki Show in Paeroa to-day, and said that the Hon. R. F. Bollard has consented to open the Raglan Show, and cannot attend at Paeroa. [559, 353, 688, 453]
ad-heading: SUMMER DRESS FABRICS. [143, 1129, 259, 1140]
ad-text: TYRES, EXTRAS, BENZINE & OILS. [144, 253, 258, 274]
ad-text: Think how much more you will enjoy the festive season if your home is looking spick and span. [6, 660, 127, 690]
ad-heading: T. HALE "THE CROWN BAKERY," Phone 57. PAEROA. [13, 1205, 119, 1239]
ad-text: THOROUGH WORKMANSHIP GUARANTEED. [303, 1389, 380, 1424]
